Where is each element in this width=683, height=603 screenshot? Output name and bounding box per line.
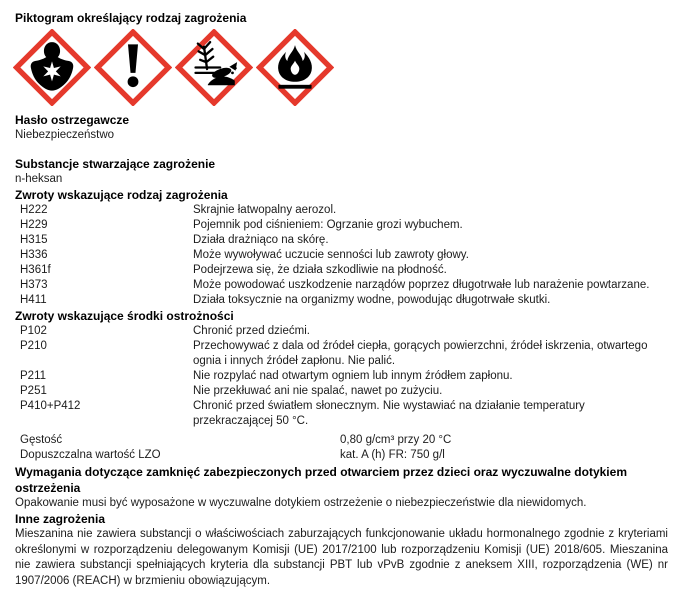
hazard-statement-row bbox=[15, 248, 668, 263]
flame-icon bbox=[256, 29, 334, 106]
precautionary-statement-row bbox=[15, 369, 668, 384]
hazard-statement-row bbox=[15, 293, 668, 308]
hazard-code: H229 bbox=[20, 219, 48, 231]
other-hazards-section bbox=[15, 511, 668, 589]
hazard-text: Pojemnik pod ciśnieniem: Ogrzanie grozi wybuchem. bbox=[193, 219, 463, 231]
exclamation-mark-icon bbox=[94, 29, 172, 106]
precautionary-text: Nie przekłuwać ani nie spalać, nawet po zużyciu. bbox=[193, 385, 443, 397]
closures-section bbox=[15, 464, 668, 511]
signal-word-heading: Hasło ostrzegawcze bbox=[15, 113, 130, 127]
precautionary-code: P210 bbox=[20, 340, 47, 352]
precautionary-statements-section bbox=[15, 308, 668, 429]
property-label: Dopuszczalna wartość LZO bbox=[20, 449, 161, 461]
property-value: kat. A (h) FR: 750 g/l bbox=[340, 449, 445, 461]
hazard-statement-row bbox=[15, 203, 668, 218]
hazard-text: Działa toksycznie na organizmy wodne, powodując długotrwałe skutki. bbox=[193, 294, 551, 306]
precautionary-code: P102 bbox=[20, 325, 47, 337]
precautionary-statement-row bbox=[15, 399, 668, 429]
environment-hazard-icon bbox=[175, 29, 253, 106]
precautionary-statements-heading: Zwroty wskazujące środki ostrożności bbox=[15, 309, 234, 323]
precautionary-statement-row bbox=[15, 339, 668, 369]
hazard-text: Działa drażniąco na skórę. bbox=[193, 234, 329, 246]
precautionary-code: P410+P412 bbox=[20, 400, 81, 412]
property-row bbox=[15, 433, 668, 448]
hazardous-substances-value: n-heksan bbox=[15, 173, 63, 185]
precautionary-statement-row bbox=[15, 384, 668, 399]
signal-word-value: Niebezpieczeństwo bbox=[15, 129, 115, 141]
precautionary-text: Chronić przed dziećmi. bbox=[193, 325, 310, 337]
hazard-code: H336 bbox=[20, 249, 48, 261]
hazard-statement-row bbox=[15, 218, 668, 233]
hazardous-substances-section bbox=[15, 156, 668, 187]
property-label: Gęstość bbox=[20, 434, 63, 446]
precautionary-statement-row bbox=[15, 324, 668, 339]
hazard-text: Może wywoływać uczucie senności lub zawroty głowy. bbox=[193, 249, 469, 261]
hazard-code: H361f bbox=[20, 264, 51, 276]
property-value: 0,80 g/cm³ przy 20 °C bbox=[340, 434, 452, 446]
precautionary-text: Przechowywać z dala od źródeł ciepła, gorących powierzchni, źródeł iskrzenia, otwartego ognia i innych źródeł zapłonu. Nie palić. bbox=[193, 340, 648, 367]
property-row bbox=[15, 448, 668, 463]
hazard-code: H315 bbox=[20, 234, 48, 246]
hazard-text: Może powodować uszkodzenie narządów poprzez długotrwałe lub narażenie powtarzane. bbox=[193, 279, 650, 291]
closures-text: Opakowanie musi być wyposażone w wyczuwalne dotykiem ostrzeżenie o niebezpieczeństwie dla niewidomych. bbox=[15, 497, 587, 509]
precautionary-code: P251 bbox=[20, 385, 47, 397]
ghs-pictogram-row bbox=[13, 29, 668, 106]
closures-heading: Wymagania dotyczące zamknięć zabezpieczonych przed otwarciem przez dzieci oraz wyczuwalne dotykiem ostrzeżenia bbox=[15, 465, 627, 495]
other-hazards-heading: Inne zagrożenia bbox=[15, 512, 106, 526]
hazard-statements-section bbox=[15, 187, 668, 308]
hazard-text: Podejrzewa się, że działa szkodliwie na płodność. bbox=[193, 264, 447, 276]
precautionary-text: Nie rozpylać nad otwartym ogniem lub innym źródłem zapłonu. bbox=[193, 370, 513, 382]
signal-word-section bbox=[15, 112, 668, 143]
hazard-code: H411 bbox=[20, 294, 47, 306]
hazard-statement-row bbox=[15, 233, 668, 248]
hazard-statement-row bbox=[15, 278, 668, 293]
health-hazard-icon bbox=[13, 29, 91, 106]
hazard-text: Skrajnie łatwopalny aerozol. bbox=[193, 204, 337, 216]
hazard-code: H222 bbox=[20, 204, 48, 216]
hazardous-substances-heading: Substancje stwarzające zagrożenie bbox=[15, 157, 216, 171]
hazard-statements-heading: Zwroty wskazujące rodzaj zagrożenia bbox=[15, 188, 228, 202]
other-hazards-text: Mieszanina nie zawiera substancji o właściwościach zaburzających funkcjonowanie układu hormonalnego zgodnie z kryteriami określonymi w rozporządzeniu delegowanym Komisji (UE) 2017/2100 lub rozporządzeniu Komisji (UE) 2018/605. Mieszanina nie zawiera substancji spełniających kryteria dla substancji PBT lub vPvB zgodnie z aneksem XIII, rozporządzenia (WE) nr 1907/2006 (REACH) w brzmieniu obowiązującym. bbox=[15, 528, 668, 587]
hazard-code: H373 bbox=[20, 279, 48, 291]
properties-section bbox=[15, 433, 668, 463]
precautionary-text: Chronić przed światłem słonecznym. Nie wystawiać na działanie temperatury przekraczającej 50 °C. bbox=[193, 400, 585, 427]
hazard-statement-row bbox=[15, 263, 668, 278]
precautionary-code: P211 bbox=[20, 370, 47, 382]
pictogram-section-heading: Piktogram określający rodzaj zagrożenia bbox=[15, 11, 247, 25]
